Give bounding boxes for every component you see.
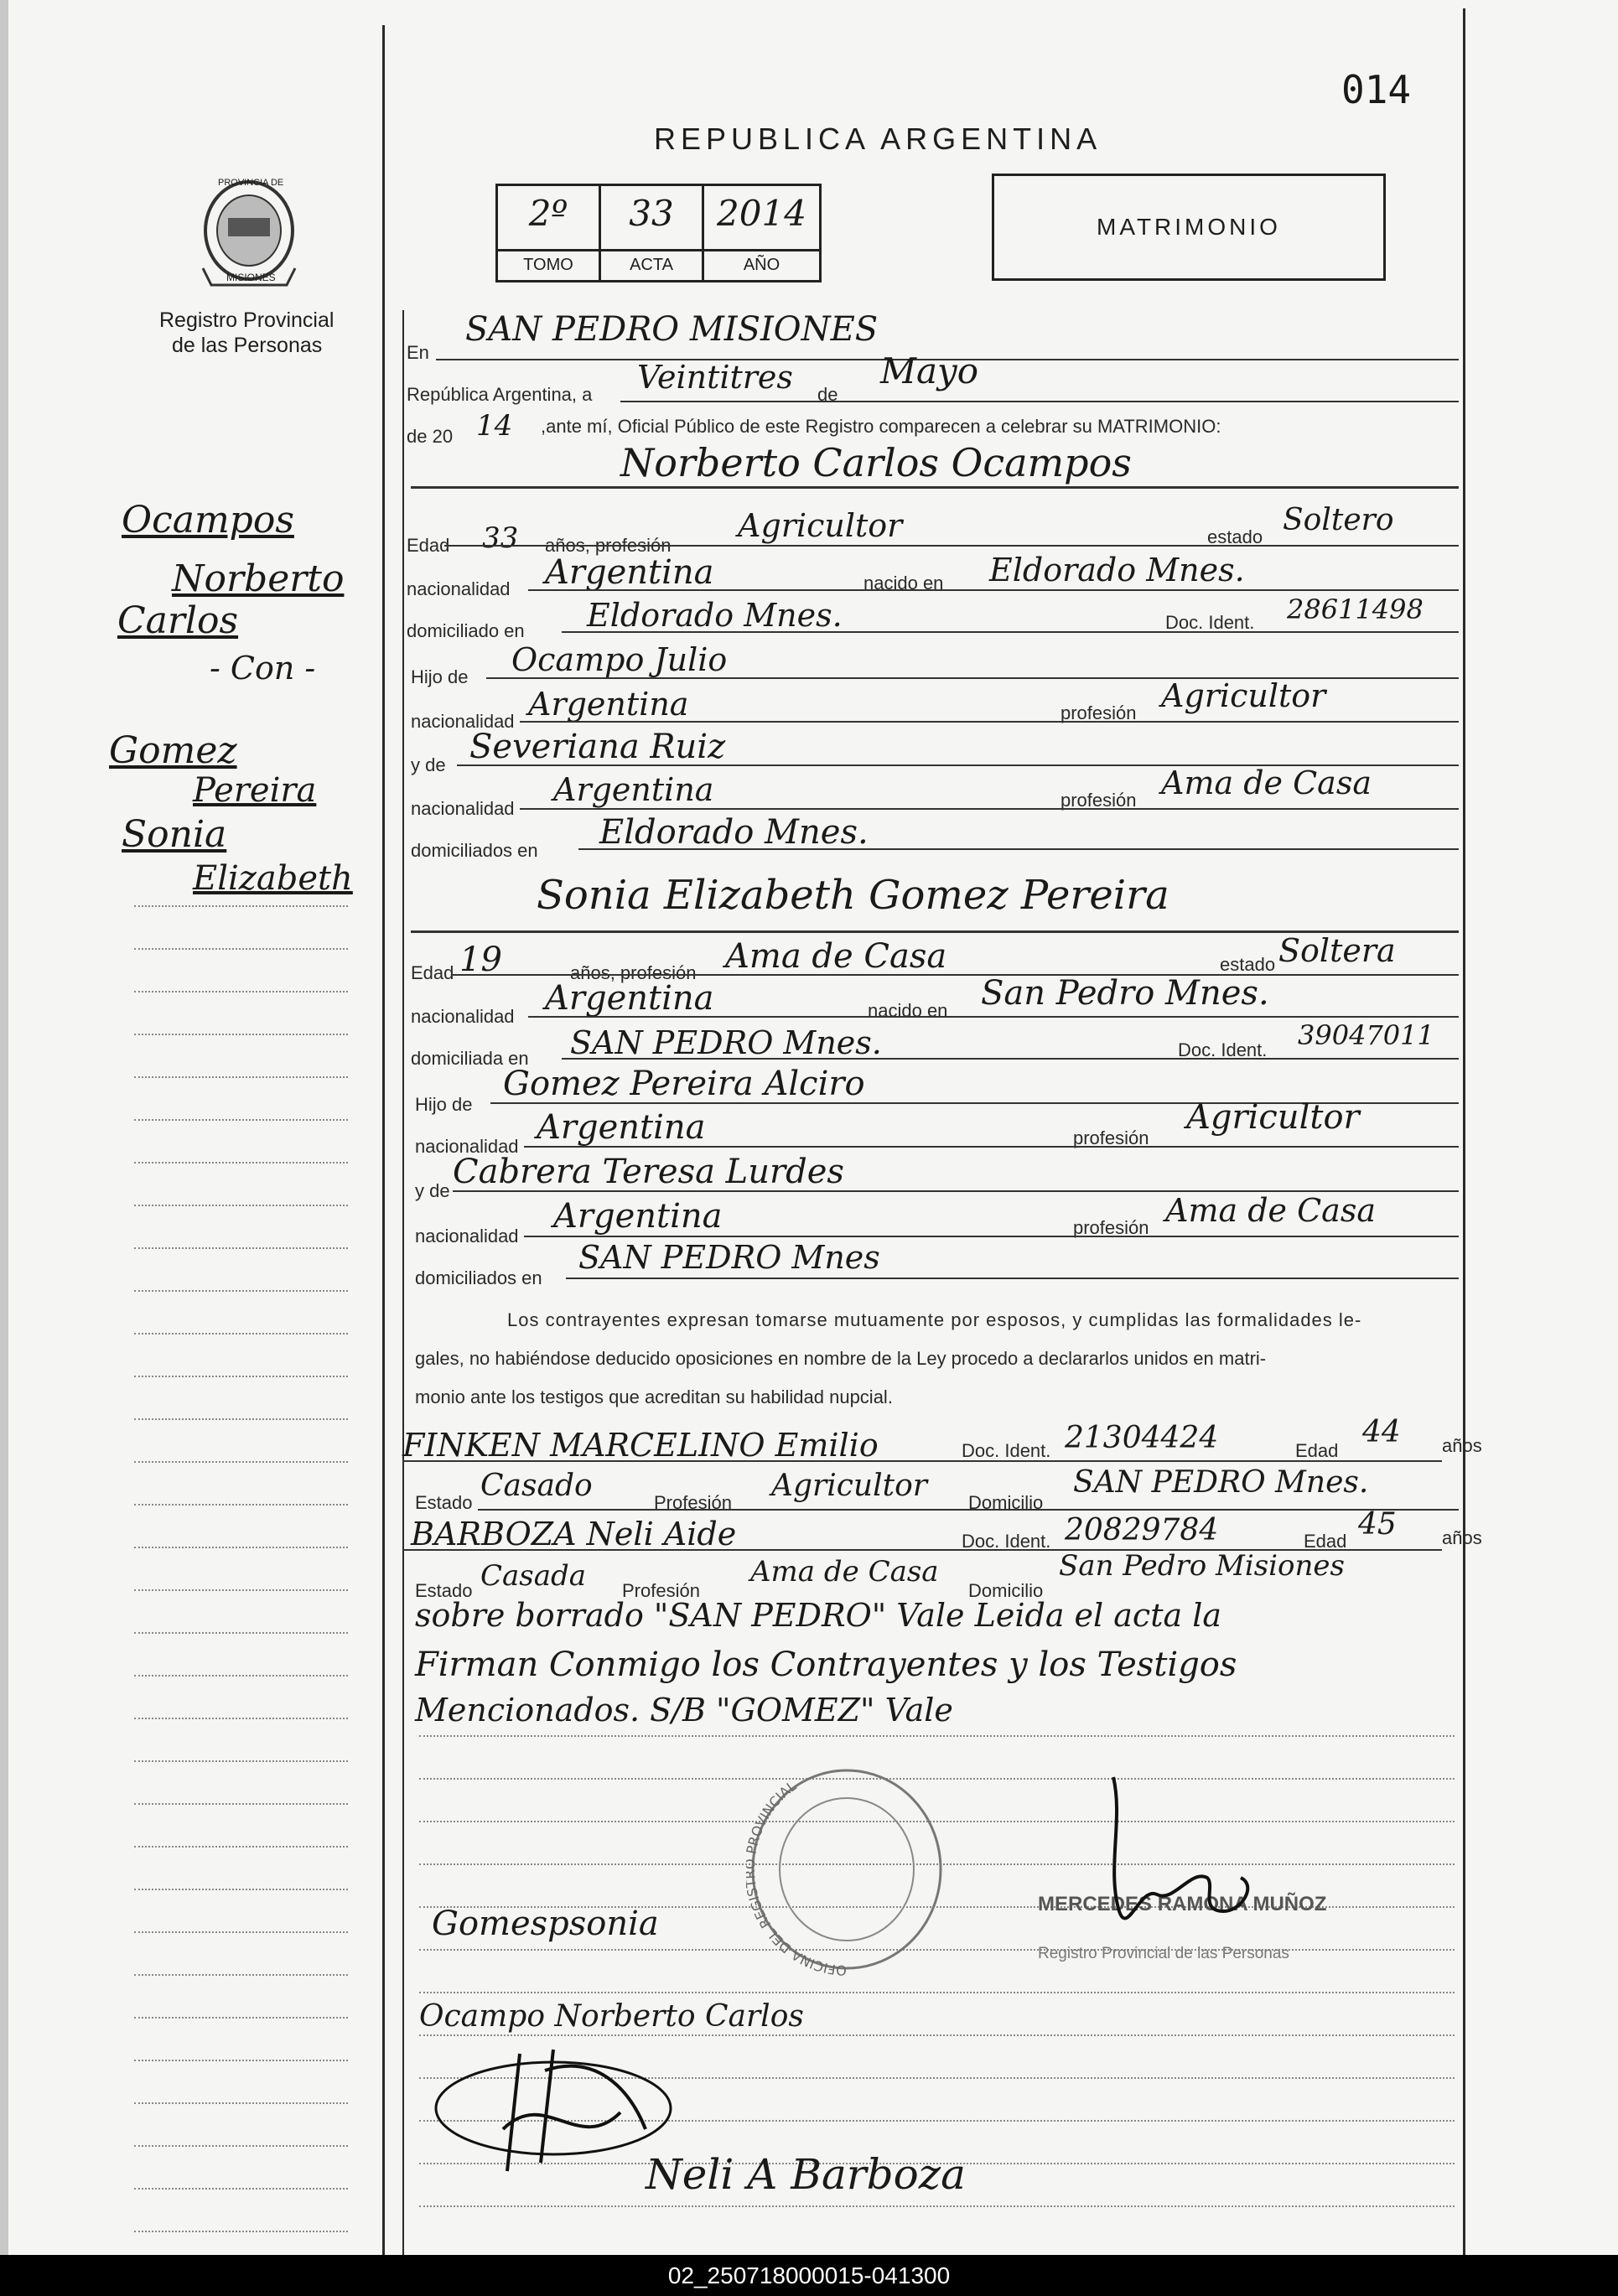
witness2-dom-label: Domicilio xyxy=(968,1580,1044,1601)
margin-ruled-line xyxy=(134,1889,348,1890)
margin-ruled-line xyxy=(134,1547,348,1548)
witness1-domicile: SAN PEDRO Mnes. xyxy=(1073,1465,1369,1500)
bride-yde-label: y de xyxy=(415,1180,450,1201)
margin-ruled-line xyxy=(134,1247,348,1249)
bride-signature: Gomespsonia xyxy=(432,1905,659,1943)
margin-ruled-line xyxy=(134,1119,348,1121)
witness1-edad-label: Edad xyxy=(1295,1440,1339,1461)
groom-mother-prof-label: profesión xyxy=(1061,790,1137,811)
margin-ruled-line xyxy=(134,1076,348,1078)
margin-ruled-line xyxy=(134,1504,348,1506)
witness1-prof-label: Profesión xyxy=(654,1492,732,1513)
groom-born: Eldorado Mnes. xyxy=(989,552,1245,588)
bride-father: Gomez Pereira Alciro xyxy=(503,1065,865,1103)
bride-father-nac-label: nacionalidad xyxy=(415,1136,519,1157)
witness2-prof-label: Profesión xyxy=(622,1580,700,1601)
bride-doc: 39047011 xyxy=(1298,1019,1434,1051)
record-type-box: MATRIMONIO xyxy=(992,174,1386,281)
page-title: REPUBLICA ARGENTINA xyxy=(654,122,1102,156)
bride-father-prof: Agricultor xyxy=(1186,1098,1360,1137)
bride-profession: Ama de Casa xyxy=(725,937,947,976)
margin-ruled-line xyxy=(134,1803,348,1805)
margin-ruled-line xyxy=(134,1931,348,1933)
groom-edad-label: Edad xyxy=(407,535,450,556)
document-id-footer: 02_250718000015-041300 xyxy=(0,2255,1618,2296)
witness2-age: 45 xyxy=(1358,1507,1397,1542)
groom-father-prof: Agricultor xyxy=(1161,677,1326,714)
bride-nationality: Argentina xyxy=(545,979,714,1018)
bride-edad-label: Edad xyxy=(411,962,454,983)
groom-mother-prof: Ama de Casa xyxy=(1161,764,1372,801)
groom-yde-label: y de xyxy=(411,754,446,775)
groom-age: 33 xyxy=(482,521,519,555)
groom-name: Norberto Carlos Ocampos xyxy=(620,440,1132,485)
margin-ruled-line xyxy=(134,1461,348,1463)
day: Veintitres xyxy=(637,359,793,396)
margin-ruled-line xyxy=(134,1675,348,1677)
bride-age: 19 xyxy=(459,941,502,979)
groom-signature: Ocampo Norberto Carlos xyxy=(419,1999,804,2034)
republica-label: República Argentina, a xyxy=(407,384,593,405)
witness2-status: Casada xyxy=(480,1559,587,1593)
witness2-signature: Neli A Barboza xyxy=(646,2150,966,2199)
body-ruled-line xyxy=(419,2205,1455,2207)
bride-doc-label: Doc. Ident. xyxy=(1178,1039,1268,1060)
margin-ruled-line xyxy=(134,1162,348,1164)
bride-name: Sonia Elizabeth Gomez Pereira xyxy=(537,872,1169,919)
margin-ruled-line xyxy=(134,2017,348,2019)
registry-stamp xyxy=(746,1765,947,1982)
note-line-2: Firman Conmigo los Contrayentes y los Testigos xyxy=(415,1646,1237,1684)
bride-father-prof-label: profesión xyxy=(1073,1127,1149,1148)
bride-parents-dom-label: domiciliados en xyxy=(415,1267,542,1288)
groom-parents-dom-label: domiciliados en xyxy=(411,840,538,861)
margin-ruled-line xyxy=(134,1290,348,1292)
groom-nacido-label: nacido en xyxy=(863,573,944,593)
bride-parents-dom: SAN PEDRO Mnes xyxy=(578,1239,880,1276)
witness1-doc: 21304424 xyxy=(1065,1421,1219,1455)
witness2-doc-label: Doc. Ident. xyxy=(962,1531,1051,1552)
margin-ruled-line xyxy=(134,1205,348,1206)
margin-ruled-line xyxy=(134,2145,348,2147)
margin-ruled-line xyxy=(134,1846,348,1848)
witness2-doc: 20829784 xyxy=(1065,1513,1219,1547)
margin-ruled-line xyxy=(134,1418,348,1420)
bride-nacido-label: nacido en xyxy=(868,1000,948,1021)
groom-nac-label: nacionalidad xyxy=(407,578,511,599)
witness2-name: BARBOZA Neli Aide xyxy=(411,1516,737,1552)
margin-ruled-line xyxy=(134,1333,348,1335)
witness1-profession: Agricultor xyxy=(771,1469,927,1503)
bride-mother-nac-label: nacionalidad xyxy=(415,1226,519,1246)
declaration-line-3: monio ante los testigos que acreditan su habilidad nupcial. xyxy=(415,1386,893,1407)
bride-mother-prof: Ama de Casa xyxy=(1165,1192,1376,1229)
witness1-doc-label: Doc. Ident. xyxy=(962,1440,1051,1461)
bride-mother-nat: Argentina xyxy=(553,1197,723,1236)
groom-mother-nat: Argentina xyxy=(553,771,714,808)
witness1-anos-label: años xyxy=(1442,1435,1482,1456)
witness1-age: 44 xyxy=(1362,1415,1401,1449)
witness1-estado-label: Estado xyxy=(415,1492,473,1513)
groom-domicile: Eldorado Mnes. xyxy=(587,597,843,634)
margin-ruled-line xyxy=(134,905,348,907)
acta-box: 33 ACTA xyxy=(599,184,704,282)
margin-ruled-line xyxy=(134,1034,348,1035)
bride-mother-prof-label: profesión xyxy=(1073,1217,1149,1238)
body-ruled-line xyxy=(419,1992,1455,1993)
groom-father-nac-label: nacionalidad xyxy=(411,711,515,732)
bride-nac-label: nacionalidad xyxy=(411,1006,515,1027)
groom-hijo-label: Hijo de xyxy=(411,666,469,687)
month: Mayo xyxy=(880,350,979,391)
en-label: En xyxy=(407,342,429,363)
seal-text-top: PROVINCIA DE xyxy=(218,178,284,188)
body-border-left xyxy=(402,310,404,2255)
seal-text-bottom: MISIONES xyxy=(226,272,276,283)
margin-ruled-line xyxy=(134,991,348,993)
bride-born: San Pedro Mnes. xyxy=(981,974,1269,1013)
margin-ruled-line xyxy=(134,1760,348,1762)
anio-box: 2014 AÑO xyxy=(702,184,822,282)
groom-father-nat: Argentina xyxy=(528,686,689,723)
witness2-profession: Ama de Casa xyxy=(750,1555,939,1589)
note-line-1: sobre borrado "SAN PEDRO" Vale Leida el acta la xyxy=(415,1597,1222,1634)
de-label: de xyxy=(817,384,838,405)
officer-office: Registro Provincial de las Personas xyxy=(1038,1945,1289,1962)
groom-parents-dom: Eldorado Mnes. xyxy=(599,813,869,852)
province-seal xyxy=(194,176,303,293)
groom-estado-label: estado xyxy=(1207,526,1263,547)
groom-profesion-label: años, profesión xyxy=(545,535,672,556)
margin-ruled-line xyxy=(134,2060,348,2061)
bride-hijo-label: Hijo de xyxy=(415,1094,473,1115)
officer-signature xyxy=(1090,1769,1341,1966)
witness1-dom-label: Domicilio xyxy=(968,1492,1044,1513)
officer-name: MERCEDES RAMONA MUÑOZ xyxy=(1038,1893,1327,1915)
witness1-name: FINKEN MARCELINO Emilio xyxy=(402,1427,879,1464)
groom-doc-label: Doc. Ident. xyxy=(1165,612,1255,633)
intro-text: ,ante mí, Oficial Público de este Registro comparecen a celebrar su MATRIMONIO: xyxy=(541,416,1221,437)
registry-name-1: Registro Provincial xyxy=(159,308,334,332)
bride-mother: Cabrera Teresa Lurdes xyxy=(453,1153,844,1191)
margin-ruled-line xyxy=(134,1718,348,1719)
margin-ruled-line xyxy=(134,948,348,950)
body-ruled-line xyxy=(419,2034,1455,2036)
tomo-box: 2º TOMO xyxy=(495,184,601,282)
bride-dom-label: domiciliada en xyxy=(411,1048,529,1069)
groom-dom-label: domiciliado en xyxy=(407,620,525,641)
margin-ruled-line xyxy=(134,1376,348,1377)
groom-mother: Severiana Ruiz xyxy=(469,728,726,766)
witness2-estado-label: Estado xyxy=(415,1580,473,1601)
margin-ruled-line xyxy=(134,2102,348,2104)
note-line-3: Mencionados. S/B "GOMEZ" Vale xyxy=(415,1692,953,1728)
body-ruled-line xyxy=(419,1735,1455,1737)
margin-ruled-line xyxy=(134,1632,348,1634)
groom-profession: Agricultor xyxy=(738,507,903,544)
bride-profesion-label: años, profesión xyxy=(570,962,697,983)
form-border-right xyxy=(1463,8,1465,2255)
groom-status: Soltero xyxy=(1283,503,1394,537)
page-number: 014 xyxy=(1341,67,1412,112)
groom-mother-nac-label: nacionalidad xyxy=(411,798,515,819)
groom-father: Ocampo Julio xyxy=(511,641,728,678)
form-border-left xyxy=(382,25,385,2255)
year-prefix: de 20 xyxy=(407,426,454,447)
registry-name-2: de las Personas xyxy=(172,334,323,357)
witness2-domicile: San Pedro Misiones xyxy=(1059,1549,1345,1583)
bride-estado-label: estado xyxy=(1220,954,1276,975)
witness2-edad-label: Edad xyxy=(1304,1531,1347,1552)
year-suffix: 14 xyxy=(476,409,513,443)
declaration-line-1: Los contrayentes expresan tomarse mutuamente por esposos, y cumplidas las formalidades le- xyxy=(507,1309,1362,1330)
groom-doc: 28611498 xyxy=(1287,593,1424,625)
bride-status: Soltera xyxy=(1278,932,1396,969)
groom-father-prof-label: profesión xyxy=(1061,702,1137,723)
witness1-status: Casado xyxy=(480,1469,593,1503)
place: SAN PEDRO MISIONES xyxy=(465,310,879,349)
margin-ruled-line xyxy=(134,2188,348,2190)
svg-text:OFICINA DEL REGISTRO PROVINCIA: OFICINA DEL REGI ROVINCIAL xyxy=(746,1777,848,1979)
witness2-anos-label: años xyxy=(1442,1527,1482,1548)
bride-domicile: SAN PEDRO Mnes. xyxy=(570,1024,882,1061)
declaration-line-2: gales, no habiéndose deducido oposiciones en nombre de la Ley procedo a declararlos unidos en matri- xyxy=(415,1348,1267,1369)
bride-father-nat: Argentina xyxy=(537,1108,706,1147)
margin-ruled-line xyxy=(134,1589,348,1591)
margin-ruled-line xyxy=(134,1974,348,1976)
margin-ruled-line xyxy=(134,2231,348,2232)
groom-nationality: Argentina xyxy=(545,553,714,592)
page-fold xyxy=(0,0,8,2255)
